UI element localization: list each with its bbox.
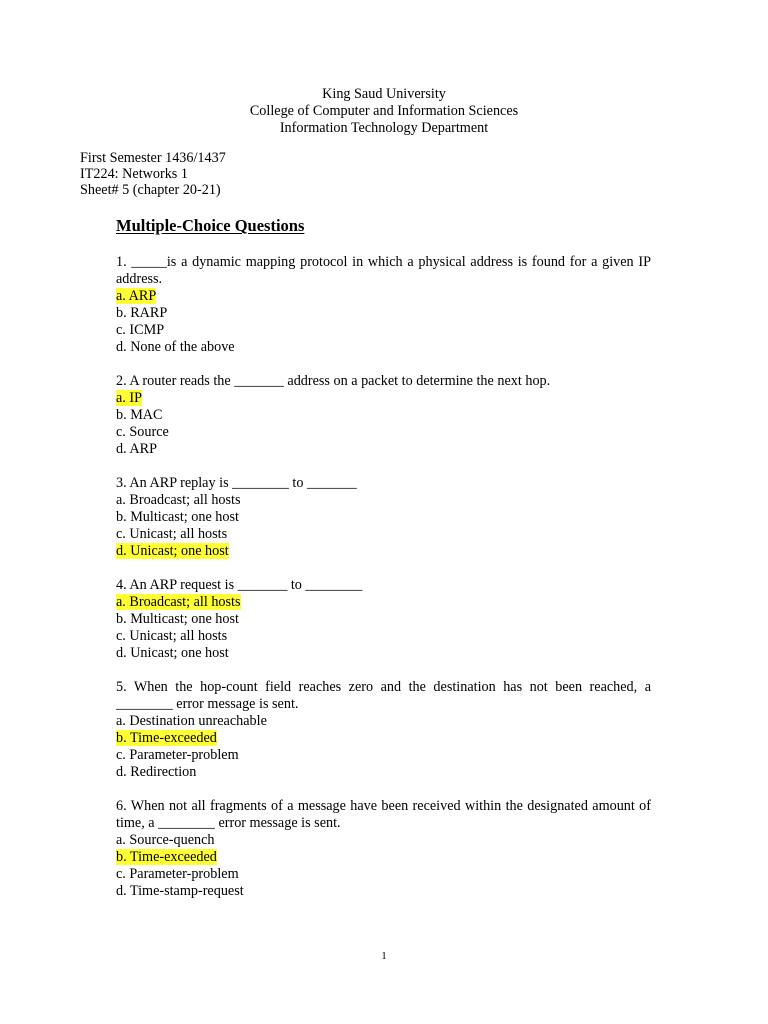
question-text: 4. An ARP request is _______ to ________ <box>116 577 363 593</box>
highlighted-answer: a. Broadcast; all hosts <box>116 594 241 610</box>
university-name: King Saud University <box>322 86 446 102</box>
answer-option <box>116 866 651 883</box>
answer-option <box>116 305 651 322</box>
answer-option <box>116 441 651 458</box>
answer-option <box>116 849 651 866</box>
option-label: a. Broadcast; all hosts <box>116 492 241 508</box>
header <box>0 86 768 137</box>
option-label: d. ARP <box>116 441 158 457</box>
option-label: c. ICMP <box>116 322 165 338</box>
semester: First Semester 1436/1437 <box>80 150 226 166</box>
answer-option <box>116 883 651 900</box>
question-2 <box>116 373 651 458</box>
answer-option <box>116 764 651 781</box>
highlighted-answer: d. Unicast; one host <box>116 543 229 559</box>
answer-option <box>116 628 651 645</box>
question-4 <box>116 577 651 662</box>
answer-option <box>116 594 651 611</box>
option-label: c. Unicast; all hosts <box>116 628 228 644</box>
question-text: 1. _____is a dynamic mapping protocol in which a physical address is found for a given IP address. <box>116 254 651 287</box>
option-label: a. Destination unreachable <box>116 713 267 729</box>
course: IT224: Networks 1 <box>80 166 188 182</box>
highlighted-answer: b. Time-exceeded <box>116 730 217 746</box>
option-label: d. Unicast; one host <box>116 645 229 661</box>
highlighted-answer: b. Time-exceeded <box>116 849 217 865</box>
question-3 <box>116 475 651 560</box>
department-name: Information Technology Department <box>279 120 489 136</box>
answer-option <box>116 492 651 509</box>
answer-option <box>116 645 651 662</box>
option-label: b. MAC <box>116 407 163 423</box>
option-label: d. Redirection <box>116 764 197 780</box>
answer-option <box>116 390 651 407</box>
answer-option <box>116 322 651 339</box>
option-label: a. Source-quench <box>116 832 215 848</box>
option-label: b. Multicast; one host <box>116 611 239 627</box>
answer-option <box>116 288 651 305</box>
option-label: b. Multicast; one host <box>116 509 239 525</box>
answer-option <box>116 730 651 747</box>
highlighted-answer: a. ARP <box>116 288 157 304</box>
highlighted-answer: a. IP <box>116 390 143 406</box>
question-text: 2. A router reads the _______ address on a packet to determine the next hop. <box>116 373 551 389</box>
college-name: College of Computer and Information Sciences <box>249 103 519 119</box>
question-1 <box>116 254 651 356</box>
question-text: 5. When the hop-count field reaches zero and the destination has not been reached, a ________ error message is sent. <box>116 679 651 712</box>
answer-option <box>116 424 651 441</box>
course-meta <box>80 150 226 198</box>
option-label: c. Unicast; all hosts <box>116 526 228 542</box>
answer-option <box>116 526 651 543</box>
answer-option <box>116 747 651 764</box>
question-5 <box>116 679 651 781</box>
question-text: 6. When not all fragments of a message have been received within the designated amount of time, a ________ error message is sent. <box>116 798 651 831</box>
answer-option <box>116 509 651 526</box>
answer-option <box>116 832 651 849</box>
page-number: 1 <box>381 950 387 962</box>
option-label: b. RARP <box>116 305 168 321</box>
option-label: c. Parameter-problem <box>116 866 239 882</box>
questions-list <box>116 254 651 917</box>
option-label: d. None of the above <box>116 339 235 355</box>
option-label: c. Source <box>116 424 169 440</box>
answer-option <box>116 543 651 560</box>
answer-option <box>116 339 651 356</box>
section-title: Multiple-Choice Questions <box>116 216 305 235</box>
question-text: 3. An ARP replay is ________ to _______ <box>116 475 357 491</box>
option-label: c. Parameter-problem <box>116 747 239 763</box>
answer-option <box>116 713 651 730</box>
option-label: d. Time-stamp-request <box>116 883 244 899</box>
question-6 <box>116 798 651 900</box>
sheet: Sheet# 5 (chapter 20-21) <box>80 182 221 198</box>
answer-option <box>116 407 651 424</box>
answer-option <box>116 611 651 628</box>
